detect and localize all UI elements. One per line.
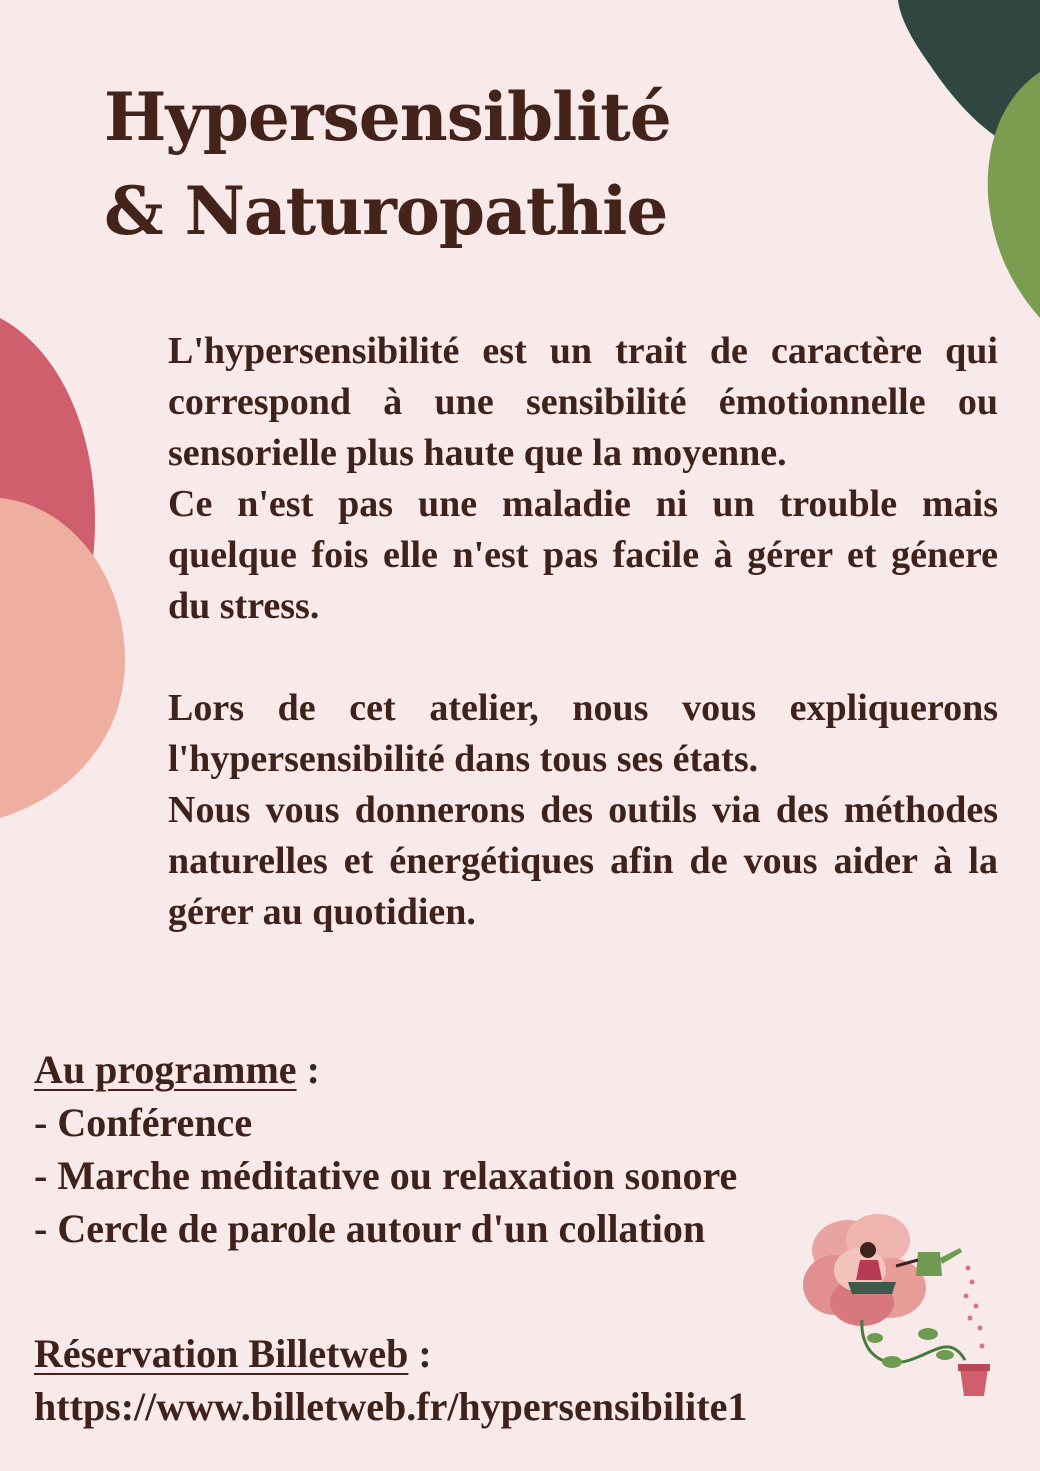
program-item-walk: - Marche méditative ou relaxation sonore — [34, 1153, 738, 1198]
reservation-heading: Réservation Billetweb — [34, 1331, 409, 1376]
reservation-heading-line — [34, 1327, 747, 1380]
description-paragraph-2: Ce n'est pas une maladie ni un trouble mais quelque fois elle n'est pas facile à gérer et génere du stress. — [168, 483, 998, 627]
title-line-2: & Naturopathie — [104, 172, 668, 250]
flower-person-watering-can-icon — [800, 1210, 1000, 1410]
program-heading-line — [34, 1043, 854, 1096]
description-paragraph-1: L'hypersensibilité est un trait de caractère qui correspond à une sensibilité émotionnelle ou sensorielle plus haute que la moyenne. — [168, 330, 998, 474]
program-item-circle: - Cercle de parole autour d'un collation — [34, 1206, 706, 1251]
reservation-link[interactable]: https://www.billetweb.fr/hypersensibilite1 — [34, 1384, 748, 1429]
description-paragraph-4: Nous vous donnerons des outils via des méthodes naturelles et énergétiques afin de vous aider à la gérer au quotidien. — [168, 789, 998, 933]
program-section — [34, 1043, 854, 1255]
description — [168, 326, 998, 938]
reservation-heading-suffix: : — [408, 1331, 432, 1376]
reservation-section — [34, 1327, 747, 1433]
program-heading: Au programme — [34, 1047, 297, 1092]
peach-blob — [0, 498, 125, 818]
page-title — [104, 70, 671, 258]
program-item-conference: - Conférence — [34, 1100, 253, 1145]
program-heading-suffix: : — [296, 1047, 320, 1092]
description-paragraph-3: Lors de cet atelier, nous vous expliquerons l'hypersensibilité dans tous ses états. — [168, 687, 998, 780]
title-line-1: Hypersensiblité — [104, 78, 671, 156]
